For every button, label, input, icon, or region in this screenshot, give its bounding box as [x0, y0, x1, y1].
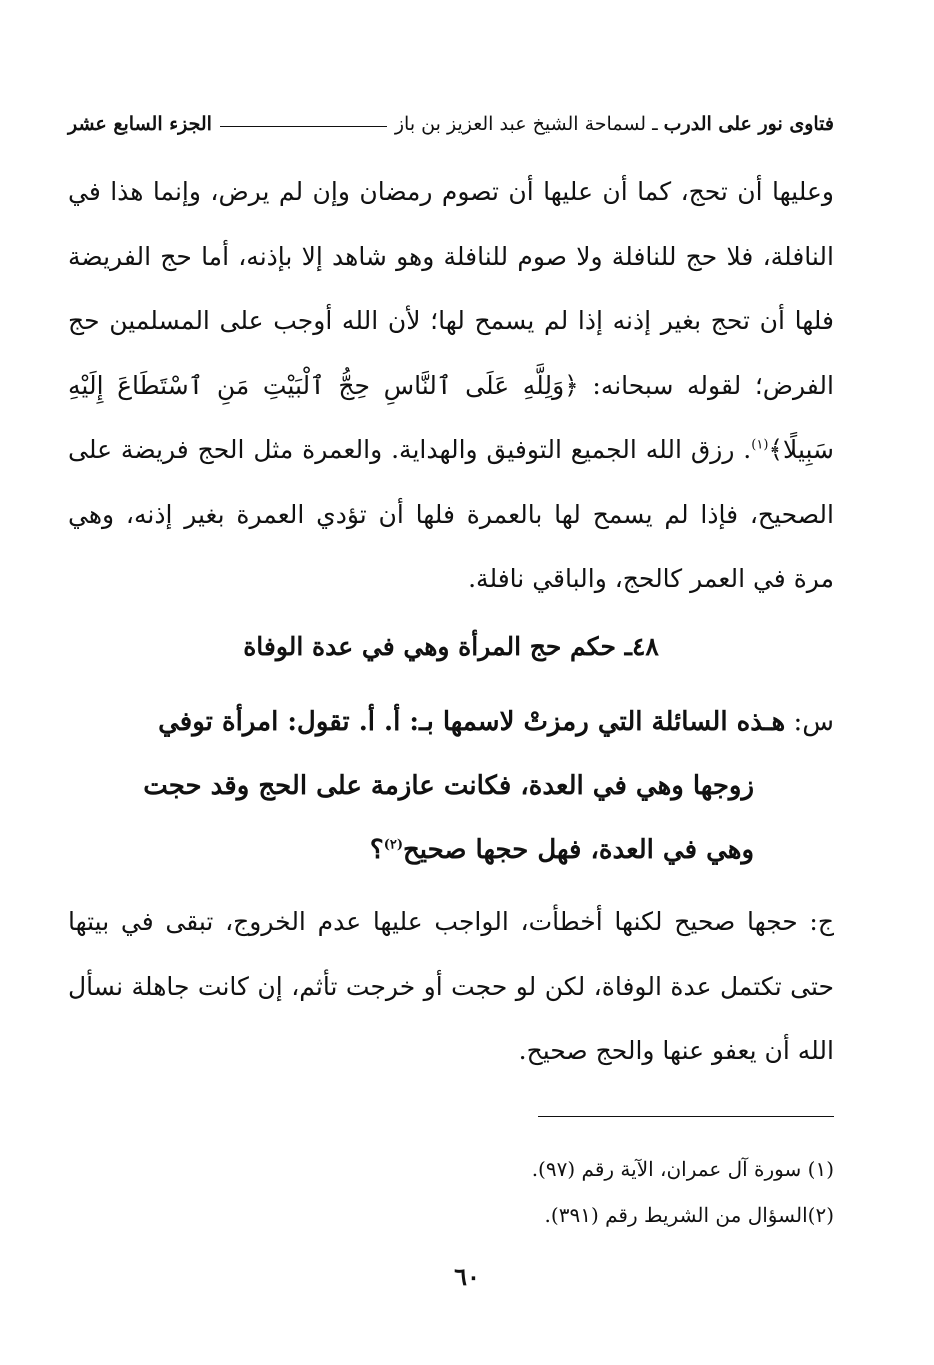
page-number: ٦٠: [454, 1262, 480, 1291]
question-line-3: [68, 818, 834, 882]
footnote-2: (٢)السؤال من الشريط رقم (٣٩١).: [544, 1203, 834, 1227]
question-line-1: [158, 707, 834, 737]
question-line-1-text: هـذه السائلة التي رمزتْ لاسمها بـ: أ. أ. تقول: امرأة توفي: [158, 707, 786, 737]
question-line-3-text: وهي في العدة، فهل حجها صحيح: [403, 835, 754, 865]
header-volume: الجزء السابع عشر: [68, 113, 212, 135]
question-mark: ؟: [369, 835, 384, 865]
footnote-ref-2: (٢): [383, 837, 403, 853]
header-author: لسماحة الشيخ عبد العزيز بن باز: [394, 113, 647, 135]
running-header: [68, 104, 834, 144]
footnote-1: (١) سورة آل عمران، الآية رقم (٩٧).: [531, 1157, 834, 1181]
question-label: س:: [785, 707, 834, 737]
footnote-separator: [538, 1116, 834, 1117]
header-book-title: فتاوى نور على الدرب: [663, 113, 834, 135]
section-heading: ٤٨ـ حكم حج المرأة وهي في عدة الوفاة: [243, 632, 659, 661]
header-rule: [220, 126, 387, 127]
question-block: [68, 690, 834, 882]
paragraph-1: [68, 160, 834, 612]
quran-verse: ﴿وَلِلَّهِ عَلَى ٱلنَّاسِ حِجُّ ٱلْبَيْتِ مَنِ ٱسْتَطَاعَ إِلَيْهِ سَبِيلًا﴾: [68, 370, 834, 464]
footnotes: [68, 1146, 834, 1238]
question-line-2: زوجها وهي في العدة، فكانت عازمة على الحج وقد حجت: [143, 771, 754, 801]
header-dash: ـ: [652, 113, 658, 135]
answer-paragraph: ج: حجها صحيح لكنها أخطأت، الواجب عليها عدم الخروج، تبقى في بيتها حتى تكتمل عدة الوفاة، لكن لو حجت أو خرجت تأثم، إن كانت جاهلة نسأل الله أن يعفو عنها والحج صحيح.: [68, 907, 834, 1065]
paragraph-1-text-a: وعليها أن تحج، كما أن عليها أن تصوم رمضان وإن لم يرض، وإنما هذا في النافلة، فلا حج للنافلة ولا صوم للنافلة وهو شاهد إلا بإذنه، أما حج الفريضة فلها أن تحج بغير إذنه إذا لم يسمح لها؛ لأن الله أوجب على المسلمين حج الفرض؛ لقوله سبحانه:: [68, 177, 834, 400]
paragraph-1-text-b: . رزق الله الجميع التوفيق والهداية. والعمرة مثل الحج فريضة على الصحيح، فإذا لم يسمح لها بالعمرة فلها أن تؤدي العمرة بغير إذنه، وهي مرة في العمر كالحج، والباقي نافلة.: [68, 435, 834, 593]
footnote-ref-1: (١): [751, 437, 769, 453]
